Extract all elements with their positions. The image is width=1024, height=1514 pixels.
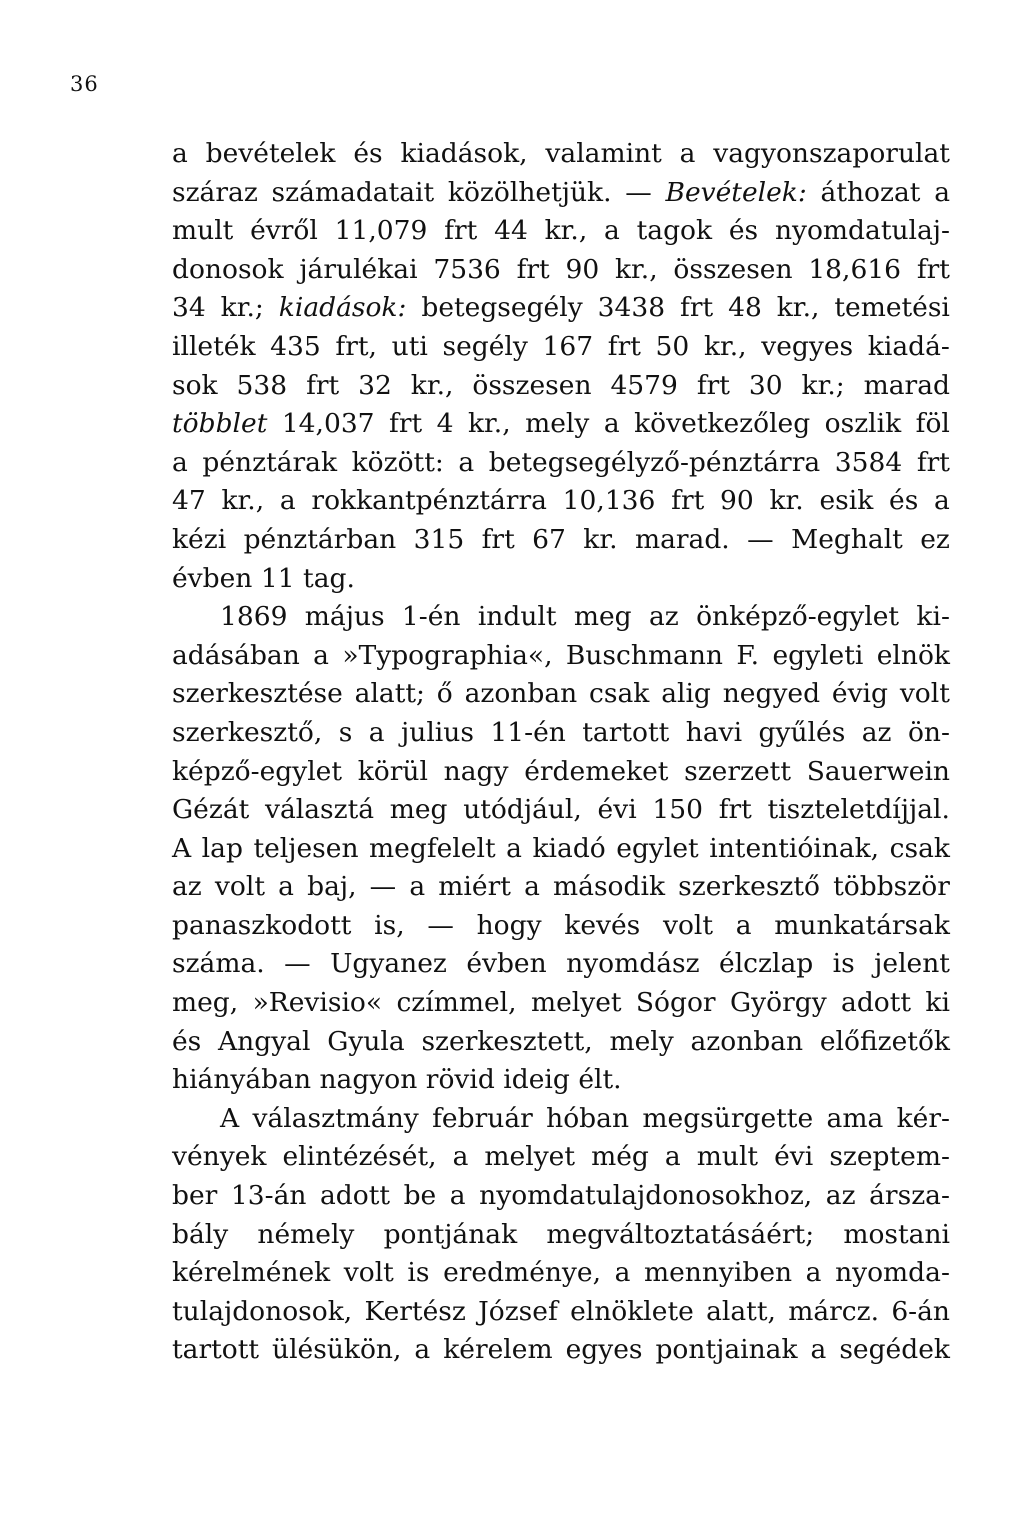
word: frt xyxy=(481,523,515,555)
word: megsürgette xyxy=(642,1102,814,1134)
word: Sógor xyxy=(635,987,716,1019)
word: és xyxy=(728,215,759,247)
word: 67 xyxy=(532,523,566,555)
word: is, xyxy=(374,909,405,941)
word: alatt, xyxy=(706,1295,776,1327)
word: vagyonszaporulat xyxy=(713,138,950,169)
word: évi xyxy=(597,794,637,826)
word: csak xyxy=(889,832,950,864)
word: pénztárak xyxy=(202,446,338,478)
word: frt xyxy=(671,485,705,517)
word: sok xyxy=(172,369,218,401)
word: a xyxy=(172,138,188,169)
word: Bevételek: xyxy=(665,176,807,208)
word: között: xyxy=(351,446,444,478)
word: 4579 xyxy=(610,369,678,401)
word: kiadások: xyxy=(278,292,407,324)
word: kr., xyxy=(410,369,454,401)
word: márcz. xyxy=(788,1295,880,1327)
word: segély xyxy=(442,330,528,362)
word: évben xyxy=(466,948,547,980)
word: frt xyxy=(444,215,478,247)
word: munkatársak xyxy=(774,909,950,941)
word: áthozat xyxy=(820,176,921,208)
word: frt xyxy=(306,369,340,401)
word: »Revisio« xyxy=(252,987,383,1019)
word: szerkesztett, xyxy=(421,1025,593,1057)
word: mult xyxy=(696,1141,759,1173)
word: nagy xyxy=(443,755,509,787)
text-line xyxy=(172,714,950,753)
word: kr. xyxy=(769,485,804,517)
word: következőleg xyxy=(634,408,811,440)
word: 3584 xyxy=(834,446,903,478)
word: valamint xyxy=(545,138,662,169)
word: élt. xyxy=(578,1064,622,1096)
word: önképző-egylet xyxy=(696,601,900,633)
word: hiányában xyxy=(172,1064,312,1096)
word: Gyula xyxy=(327,1025,405,1057)
word: egyes xyxy=(565,1334,643,1366)
word: frt xyxy=(680,292,714,324)
text-line xyxy=(172,753,950,792)
word: kiadá- xyxy=(867,330,950,362)
text-line xyxy=(172,482,950,521)
word: a xyxy=(368,716,385,748)
word: kérelem xyxy=(443,1334,553,1366)
word: ideig xyxy=(503,1064,570,1096)
word: 11,079 xyxy=(334,215,428,247)
word: körül xyxy=(357,755,428,787)
word: vények xyxy=(172,1141,267,1173)
word: 315 xyxy=(413,523,465,555)
word: alatt; xyxy=(354,678,425,710)
word: Angyal xyxy=(218,1025,311,1057)
word: segédek xyxy=(839,1334,950,1366)
word: meg xyxy=(389,794,448,826)
word: jelent xyxy=(874,948,950,980)
text-line xyxy=(172,1023,950,1062)
text-line xyxy=(172,367,950,406)
word: miért xyxy=(438,871,511,903)
word: a xyxy=(409,871,426,903)
word: száraz xyxy=(172,176,258,208)
word: élczlap xyxy=(719,948,814,980)
word: intentióinak, xyxy=(709,832,880,864)
word: 34 xyxy=(172,292,206,324)
word: kézi xyxy=(172,523,227,555)
word: Ugyanez xyxy=(330,948,447,980)
word: F. xyxy=(736,639,760,671)
word: — xyxy=(747,523,774,555)
word: frt xyxy=(389,408,423,440)
text-line xyxy=(172,1138,950,1177)
word: teljesen xyxy=(253,832,359,864)
text-line xyxy=(172,637,950,676)
word: nyomdász xyxy=(566,948,700,980)
word: csak xyxy=(589,678,650,710)
text-line xyxy=(172,830,950,869)
word: marad xyxy=(863,369,950,401)
word: illeték xyxy=(172,330,256,362)
word: a xyxy=(664,1141,681,1173)
word: ama xyxy=(826,1102,884,1134)
word: 4 xyxy=(436,408,454,440)
word: előfizetők xyxy=(819,1025,950,1057)
text-line xyxy=(172,1331,950,1370)
word: száma. xyxy=(172,948,265,980)
word: képző-egylet xyxy=(172,755,342,787)
word: 13-án xyxy=(230,1180,307,1212)
word: donosok xyxy=(172,253,284,285)
word: kr., xyxy=(614,253,658,285)
word: — xyxy=(427,909,454,941)
word: a xyxy=(414,1334,431,1366)
word: ő xyxy=(436,678,453,710)
word: negyed xyxy=(722,678,821,710)
word: megfelelt xyxy=(369,832,496,864)
text-line xyxy=(172,868,950,907)
word: a xyxy=(172,446,188,478)
word: 150 xyxy=(652,794,703,826)
word: 435 xyxy=(270,330,321,362)
word: kr., xyxy=(221,485,265,517)
word: frt xyxy=(718,794,752,826)
word: oszlik xyxy=(824,408,902,440)
text-line xyxy=(172,945,950,984)
word: a xyxy=(735,909,752,941)
word: pontjának xyxy=(383,1218,518,1250)
word: mult xyxy=(172,215,234,247)
text-line xyxy=(172,521,950,560)
word: Gézát xyxy=(172,794,250,826)
word: kr., xyxy=(776,292,820,324)
word: ön- xyxy=(907,716,950,748)
word: elintézését, xyxy=(282,1141,437,1173)
word: s xyxy=(338,716,353,748)
word: volt xyxy=(343,1257,394,1289)
word: esik xyxy=(819,485,874,517)
word: baj, xyxy=(307,871,357,903)
word: kevés xyxy=(564,909,641,941)
word: a xyxy=(279,485,296,517)
word: azonban xyxy=(464,678,578,710)
word: és xyxy=(172,1025,202,1057)
word: 30 xyxy=(748,369,783,401)
text-line xyxy=(172,251,950,290)
word: volt xyxy=(899,678,950,710)
word: közölhetjük. xyxy=(447,176,612,208)
word: választá xyxy=(264,794,375,826)
text-line xyxy=(172,560,950,599)
word: számadatait xyxy=(271,176,435,208)
word: összesen xyxy=(673,253,793,285)
word: 11 xyxy=(260,562,295,594)
word: bevételek xyxy=(205,138,336,169)
word: kr., xyxy=(703,330,747,362)
word: ez xyxy=(920,523,950,555)
word: választmány xyxy=(252,1102,419,1134)
word: tartott xyxy=(582,716,670,748)
word: 538 xyxy=(236,369,288,401)
word: havi xyxy=(685,716,743,748)
word: 47 xyxy=(172,485,206,517)
word: ülésükön, xyxy=(272,1334,402,1366)
word: kr. xyxy=(583,523,618,555)
word: a xyxy=(934,176,950,208)
word: melyet xyxy=(530,987,622,1019)
word: a xyxy=(313,639,329,671)
word: A xyxy=(220,1102,240,1134)
word: mennyiben xyxy=(643,1257,793,1289)
word: betegsegély xyxy=(421,292,583,324)
word: kér- xyxy=(896,1102,950,1134)
word: frt xyxy=(516,253,550,285)
word: évi xyxy=(774,1141,814,1173)
word: a xyxy=(604,215,620,247)
body-text xyxy=(172,135,950,1370)
word: a xyxy=(679,138,696,169)
word: frt xyxy=(696,369,730,401)
text-line xyxy=(172,135,950,174)
word: és xyxy=(889,485,919,517)
word: betegsegélyző-pénztárra xyxy=(488,446,821,478)
word: az xyxy=(172,871,202,903)
word: kiadó xyxy=(532,832,606,864)
word: A xyxy=(172,832,192,864)
word: a xyxy=(805,1257,822,1289)
word: bály xyxy=(172,1218,229,1250)
word: kiadások, xyxy=(400,138,528,169)
word: 167 xyxy=(542,330,594,362)
word: a xyxy=(934,485,950,517)
word: gyűlés xyxy=(758,716,846,748)
word: egylet xyxy=(616,832,699,864)
text-line xyxy=(172,791,950,830)
word: 32 xyxy=(358,369,392,401)
word: adásában xyxy=(172,639,300,671)
word: évben xyxy=(172,562,253,594)
word: kérelmének xyxy=(172,1257,331,1289)
word: hogy xyxy=(476,909,542,941)
word: 11-én xyxy=(490,716,566,748)
word: is xyxy=(832,948,855,980)
text-line xyxy=(172,1254,950,1293)
word: a xyxy=(524,871,540,903)
word: ki- xyxy=(916,601,950,633)
word: a xyxy=(506,832,522,864)
word: 18,616 xyxy=(808,253,902,285)
word: ber xyxy=(172,1180,218,1212)
text-line xyxy=(172,405,950,444)
word: frt xyxy=(916,446,950,478)
text-line xyxy=(172,289,950,328)
word: 1-én xyxy=(401,601,461,633)
word: tiszteletdíjjal. xyxy=(767,794,950,826)
text-line xyxy=(172,1177,950,1216)
word: meg xyxy=(573,601,632,633)
word: szerkesztő, xyxy=(172,716,323,748)
word: panaszkodott xyxy=(172,909,352,941)
word: kr., xyxy=(467,408,511,440)
word: kr.; xyxy=(220,292,264,324)
word: József xyxy=(478,1295,558,1327)
word: 6-án xyxy=(891,1295,950,1327)
word: pontjainak xyxy=(655,1334,798,1366)
word: tag. xyxy=(303,562,355,594)
word: mely xyxy=(525,408,590,440)
word: pénztárban xyxy=(243,523,397,555)
word: még xyxy=(591,1141,649,1173)
word: — xyxy=(625,176,652,208)
word: mely xyxy=(609,1025,674,1057)
word: marad. xyxy=(634,523,730,555)
word: azonban xyxy=(690,1025,804,1057)
word: melyet xyxy=(484,1141,576,1173)
word: árszа- xyxy=(869,1180,950,1212)
word: rokkantpénztárra xyxy=(311,485,547,517)
word: kr., xyxy=(544,215,588,247)
word: érdemeket xyxy=(524,755,669,787)
word: 50 xyxy=(655,330,690,362)
page-number: 36 xyxy=(70,72,99,96)
word: julius xyxy=(401,716,474,748)
word: Sauerwein xyxy=(806,755,950,787)
word: a xyxy=(458,446,475,478)
word: rövid xyxy=(425,1064,495,1096)
word: eredménye, xyxy=(443,1257,602,1289)
word: hóban xyxy=(546,1102,630,1134)
word: alig xyxy=(661,678,711,710)
word: utódjául, xyxy=(463,794,582,826)
word: kr.; xyxy=(801,369,845,401)
word: be xyxy=(403,1180,437,1212)
word: egyleti xyxy=(772,639,864,671)
text-line xyxy=(172,984,950,1023)
word: évig xyxy=(831,678,888,710)
word: tulajdonosok, xyxy=(172,1295,353,1327)
word: frt xyxy=(607,330,641,362)
word: 48 xyxy=(728,292,762,324)
word: 3438 xyxy=(597,292,666,324)
word: a xyxy=(810,1334,827,1366)
word: évről xyxy=(250,215,318,247)
word: tagok xyxy=(636,215,713,247)
word: nyomdatulajdonosokhoz, xyxy=(479,1180,813,1212)
word: szerkesztő xyxy=(678,871,820,903)
word: czímmel, xyxy=(396,987,517,1019)
word: volt xyxy=(214,871,265,903)
word: adott xyxy=(841,987,912,1019)
text-line xyxy=(172,328,950,367)
word: nagyon xyxy=(319,1064,418,1096)
word: 10,136 xyxy=(562,485,656,517)
word: a xyxy=(603,408,620,440)
text-line xyxy=(172,1216,950,1255)
word: György xyxy=(729,987,827,1019)
word: frt, xyxy=(335,330,377,362)
word: 1869 xyxy=(220,601,288,633)
word: az xyxy=(861,716,892,748)
word: is xyxy=(407,1257,430,1289)
text-line xyxy=(172,675,950,714)
word: elnöklete xyxy=(570,1295,694,1327)
word: 14,037 xyxy=(281,408,375,440)
word: tartott xyxy=(172,1334,260,1366)
word: a xyxy=(452,1141,469,1173)
word: mostani xyxy=(843,1218,950,1250)
text-line xyxy=(172,1061,950,1100)
word: 90 xyxy=(565,253,600,285)
word: ki xyxy=(925,987,950,1019)
word: szeptem- xyxy=(829,1141,950,1173)
word: föl xyxy=(915,408,950,440)
word: 44 xyxy=(494,215,528,247)
word: indult xyxy=(477,601,557,633)
word: szerkesztése xyxy=(172,678,343,710)
text-line xyxy=(172,1293,950,1332)
word: és xyxy=(353,138,383,169)
word: összesen xyxy=(472,369,592,401)
word: meg, xyxy=(172,987,239,1019)
word: a xyxy=(449,1180,466,1212)
word: 90 xyxy=(720,485,754,517)
word: többlet xyxy=(172,408,268,440)
text-line xyxy=(172,598,950,637)
text-line xyxy=(172,1100,950,1139)
word: Buschmann xyxy=(565,639,724,671)
word: többször xyxy=(833,871,950,903)
word: vegyes xyxy=(761,330,854,362)
word: második xyxy=(553,871,666,903)
word: temetési xyxy=(834,292,950,324)
word: február xyxy=(432,1102,533,1134)
text-line xyxy=(172,907,950,946)
word: »Typographia«, xyxy=(342,639,553,671)
word: szerzett xyxy=(684,755,791,787)
word: a xyxy=(614,1257,631,1289)
text-line xyxy=(172,212,950,251)
word: a xyxy=(278,871,294,903)
word: lap xyxy=(201,832,243,864)
text-line xyxy=(172,444,950,483)
word: adott xyxy=(320,1180,391,1212)
word: az xyxy=(825,1180,856,1212)
word: nyomdatulaj- xyxy=(774,215,950,247)
word: Kertész xyxy=(364,1295,466,1327)
word: 7536 xyxy=(433,253,501,285)
word: Meghalt xyxy=(791,523,903,555)
word: elnök xyxy=(876,639,950,671)
word: nyomda- xyxy=(835,1257,950,1289)
word: május xyxy=(304,601,385,633)
word: volt xyxy=(662,909,714,941)
word: — xyxy=(284,948,311,980)
word: némely xyxy=(257,1218,355,1250)
word: megváltoztatásáért; xyxy=(546,1218,815,1250)
word: uti xyxy=(391,330,428,362)
word: járulékai xyxy=(299,253,418,285)
word: — xyxy=(369,871,397,903)
word: az xyxy=(648,601,679,633)
word: frt xyxy=(916,253,950,285)
text-line xyxy=(172,174,950,213)
